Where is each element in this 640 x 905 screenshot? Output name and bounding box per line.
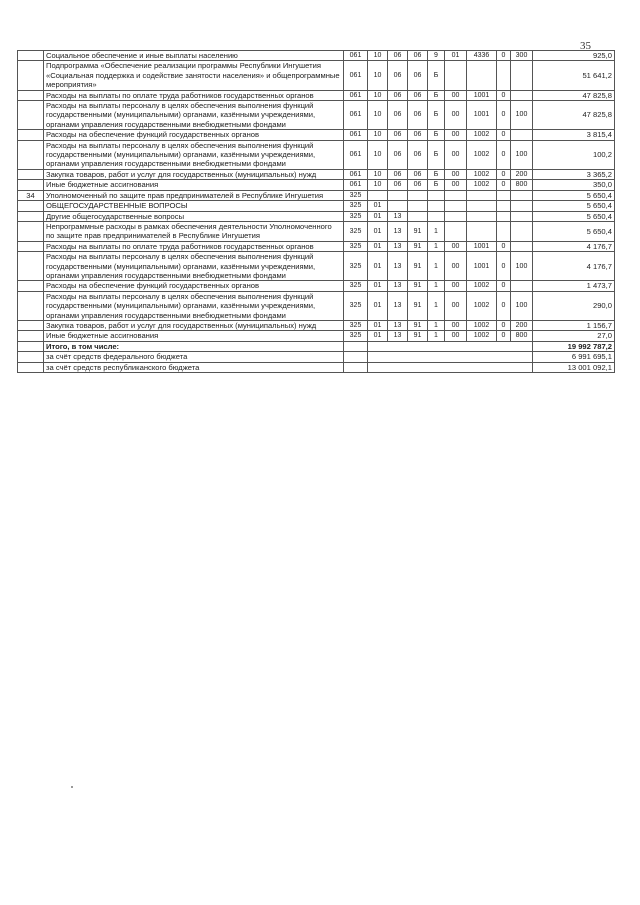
code-section: 01 — [368, 201, 388, 211]
code-program: 91 — [408, 221, 428, 241]
row-number — [18, 140, 44, 169]
code-grbs: 325 — [344, 201, 368, 211]
row-description: Расходы на обеспечение функций государственных органов — [44, 130, 344, 140]
code-grbs: 325 — [344, 241, 368, 251]
row-amount: 1 473,7 — [533, 281, 615, 291]
code-grbs: 061 — [344, 169, 368, 179]
row-description: Закупка товаров, работ и услуг для государственных (муниципальных) нужд — [44, 169, 344, 179]
code-subprogram: 1 — [428, 241, 445, 251]
table-row — [18, 130, 615, 140]
row-amount: 5 650,4 — [533, 211, 615, 221]
code-subsection: 13 — [388, 320, 408, 330]
code-grbs: 061 — [344, 61, 368, 90]
code-subsection — [388, 190, 408, 200]
code-subprogram: 1 — [428, 331, 445, 341]
code-event — [445, 221, 467, 241]
code-event — [445, 61, 467, 90]
code-subprogram: Б — [428, 101, 445, 130]
code-grbs: 325 — [344, 320, 368, 330]
row-number — [18, 201, 44, 211]
row-amount: 4 176,7 — [533, 241, 615, 251]
total-description: за счёт средств республиканского бюджета — [44, 362, 344, 372]
code-extra — [497, 221, 511, 241]
code-section: 01 — [368, 221, 388, 241]
total-row — [18, 341, 615, 351]
code-extra: 0 — [497, 130, 511, 140]
code-subprogram: 1 — [428, 291, 445, 320]
code-grbs: 325 — [344, 281, 368, 291]
row-number — [18, 61, 44, 90]
code-event — [445, 211, 467, 221]
total-amount: 6 991 695,1 — [533, 352, 615, 362]
code-extra: 0 — [497, 331, 511, 341]
row-description: Расходы на выплаты персоналу в целях обеспечения выполнения функций государственными (муниципальными) органами, казёнными учреждениями, органами управления государственными внебюджетными фондами — [44, 140, 344, 169]
code-direction: 1002 — [467, 331, 497, 341]
row-number: 34 — [18, 190, 44, 200]
code-program: 06 — [408, 51, 428, 61]
row-amount: 47 825,8 — [533, 90, 615, 100]
code-subsection: 13 — [388, 241, 408, 251]
total-grbs-cell — [344, 362, 368, 372]
code-direction: 1002 — [467, 130, 497, 140]
row-description: Расходы на обеспечение функций государственных органов — [44, 281, 344, 291]
code-subsection: 06 — [388, 169, 408, 179]
code-expense-type — [511, 241, 533, 251]
code-expense-type: 300 — [511, 51, 533, 61]
code-grbs: 325 — [344, 221, 368, 241]
row-description: Иные бюджетные ассигнования — [44, 180, 344, 190]
code-expense-type — [511, 130, 533, 140]
code-extra: 0 — [497, 140, 511, 169]
code-grbs: 325 — [344, 190, 368, 200]
code-subprogram: 9 — [428, 51, 445, 61]
total-grbs-cell — [344, 352, 368, 362]
code-event: 01 — [445, 51, 467, 61]
code-extra — [497, 61, 511, 90]
code-program: 06 — [408, 180, 428, 190]
code-direction — [467, 201, 497, 211]
code-expense-type: 200 — [511, 169, 533, 179]
code-grbs: 061 — [344, 130, 368, 140]
code-expense-type: 800 — [511, 331, 533, 341]
code-expense-type: 800 — [511, 180, 533, 190]
code-subprogram: Б — [428, 140, 445, 169]
code-event: 00 — [445, 320, 467, 330]
code-grbs: 325 — [344, 291, 368, 320]
code-section: 01 — [368, 291, 388, 320]
code-program — [408, 190, 428, 200]
row-number — [18, 252, 44, 281]
table-row — [18, 61, 615, 90]
total-number-cell — [18, 362, 44, 372]
row-amount: 5 650,4 — [533, 221, 615, 241]
code-subsection: 13 — [388, 331, 408, 341]
code-expense-type — [511, 221, 533, 241]
code-direction: 1002 — [467, 180, 497, 190]
table-row — [18, 291, 615, 320]
code-direction — [467, 190, 497, 200]
row-description: Расходы на выплаты персоналу в целях обеспечения выполнения функций государственными (муниципальными) органами, казёнными учреждениями, органами управления государственными внебюджетными фондами — [44, 291, 344, 320]
code-subsection: 06 — [388, 61, 408, 90]
row-amount: 925,0 — [533, 51, 615, 61]
code-extra — [497, 201, 511, 211]
code-section: 01 — [368, 211, 388, 221]
row-amount: 350,0 — [533, 180, 615, 190]
code-grbs: 325 — [344, 252, 368, 281]
code-program: 06 — [408, 101, 428, 130]
code-direction: 1001 — [467, 90, 497, 100]
code-program: 06 — [408, 140, 428, 169]
code-direction: 1002 — [467, 320, 497, 330]
code-grbs: 061 — [344, 101, 368, 130]
total-codes-cell — [368, 362, 533, 372]
scan-speck — [71, 786, 73, 788]
code-section: 01 — [368, 241, 388, 251]
code-event — [445, 190, 467, 200]
table-row — [18, 221, 615, 241]
code-direction: 1001 — [467, 252, 497, 281]
code-section: 10 — [368, 61, 388, 90]
code-subsection: 06 — [388, 180, 408, 190]
row-number — [18, 291, 44, 320]
code-section: 10 — [368, 169, 388, 179]
row-description: Подпрограмма «Обеспечение реализации программы Республики Ингушетия «Социальная поддержка и содействие занятости населения» и общепрограммные мероприятия» — [44, 61, 344, 90]
code-direction: 1001 — [467, 101, 497, 130]
total-amount: 13 001 092,1 — [533, 362, 615, 372]
total-grbs-cell — [344, 341, 368, 351]
row-number — [18, 331, 44, 341]
code-direction — [467, 211, 497, 221]
code-direction — [467, 221, 497, 241]
total-number-cell — [18, 352, 44, 362]
code-subprogram: Б — [428, 61, 445, 90]
table-row — [18, 241, 615, 251]
code-grbs: 061 — [344, 51, 368, 61]
page-number: 35 — [580, 40, 591, 52]
code-expense-type: 100 — [511, 101, 533, 130]
row-description: Расходы на выплаты по оплате труда работников государственных органов — [44, 241, 344, 251]
row-amount: 27,0 — [533, 331, 615, 341]
code-expense-type — [511, 90, 533, 100]
total-row — [18, 352, 615, 362]
total-description: за счёт средств федерального бюджета — [44, 352, 344, 362]
code-expense-type — [511, 190, 533, 200]
code-extra: 0 — [497, 101, 511, 130]
code-extra: 0 — [497, 180, 511, 190]
row-amount: 290,0 — [533, 291, 615, 320]
code-event: 00 — [445, 291, 467, 320]
code-program: 91 — [408, 252, 428, 281]
total-amount: 19 992 787,2 — [533, 341, 615, 351]
code-subsection: 13 — [388, 281, 408, 291]
row-number — [18, 51, 44, 61]
code-program: 06 — [408, 90, 428, 100]
code-subsection: 13 — [388, 221, 408, 241]
code-grbs: 325 — [344, 211, 368, 221]
row-description: Социальное обеспечение и иные выплаты населению — [44, 51, 344, 61]
code-extra: 0 — [497, 90, 511, 100]
code-section: 10 — [368, 130, 388, 140]
total-number-cell — [18, 341, 44, 351]
code-subsection: 13 — [388, 291, 408, 320]
code-program: 06 — [408, 130, 428, 140]
code-subsection: 06 — [388, 140, 408, 169]
code-event: 00 — [445, 169, 467, 179]
row-number — [18, 281, 44, 291]
code-direction: 1002 — [467, 281, 497, 291]
code-section: 01 — [368, 320, 388, 330]
code-subprogram: Б — [428, 130, 445, 140]
table-row — [18, 320, 615, 330]
code-program: 91 — [408, 281, 428, 291]
code-subprogram: Б — [428, 90, 445, 100]
code-subprogram: 1 — [428, 221, 445, 241]
row-number — [18, 169, 44, 179]
code-event: 00 — [445, 241, 467, 251]
code-subsection: 06 — [388, 101, 408, 130]
total-row — [18, 362, 615, 372]
code-program: 06 — [408, 169, 428, 179]
code-expense-type — [511, 281, 533, 291]
row-description: Расходы на выплаты персоналу в целях обеспечения выполнения функций государственными (муниципальными) органами, казёнными учреждениями, органами управления государственными внебюджетными фондами — [44, 252, 344, 281]
code-section — [368, 190, 388, 200]
code-expense-type: 100 — [511, 140, 533, 169]
total-codes-cell — [368, 341, 533, 351]
table-row — [18, 281, 615, 291]
code-extra: 0 — [497, 252, 511, 281]
row-number — [18, 101, 44, 130]
code-section: 01 — [368, 252, 388, 281]
table-row — [18, 331, 615, 341]
code-direction: 1002 — [467, 291, 497, 320]
code-subprogram — [428, 190, 445, 200]
row-description: Иные бюджетные ассигнования — [44, 331, 344, 341]
code-expense-type — [511, 211, 533, 221]
row-amount: 5 650,4 — [533, 201, 615, 211]
row-description: Расходы на выплаты по оплате труда работников государственных органов — [44, 90, 344, 100]
row-amount: 4 176,7 — [533, 252, 615, 281]
code-expense-type — [511, 61, 533, 90]
code-section: 10 — [368, 101, 388, 130]
code-section: 10 — [368, 180, 388, 190]
code-grbs: 061 — [344, 90, 368, 100]
code-event: 00 — [445, 252, 467, 281]
row-description: Непрограммные расходы в рамках обеспечения деятельности Уполномоченного по защите прав предпринимателей в Республике Ингушетия — [44, 221, 344, 241]
row-description: Закупка товаров, работ и услуг для государственных (муниципальных) нужд — [44, 320, 344, 330]
code-subprogram: 1 — [428, 320, 445, 330]
code-event: 00 — [445, 331, 467, 341]
row-number — [18, 211, 44, 221]
code-direction: 1001 — [467, 241, 497, 251]
code-event: 00 — [445, 180, 467, 190]
code-event: 00 — [445, 101, 467, 130]
row-description: Другие общегосударственные вопросы — [44, 211, 344, 221]
code-subprogram: Б — [428, 180, 445, 190]
table-row — [18, 211, 615, 221]
code-subprogram — [428, 211, 445, 221]
code-event: 00 — [445, 90, 467, 100]
row-number — [18, 320, 44, 330]
code-expense-type: 100 — [511, 291, 533, 320]
code-subsection: 13 — [388, 252, 408, 281]
table-row — [18, 190, 615, 200]
code-event: 00 — [445, 140, 467, 169]
code-program: 91 — [408, 291, 428, 320]
code-expense-type: 100 — [511, 252, 533, 281]
code-grbs: 325 — [344, 331, 368, 341]
code-extra: 0 — [497, 169, 511, 179]
code-subsection: 06 — [388, 51, 408, 61]
code-event — [445, 201, 467, 211]
table-row — [18, 101, 615, 130]
table-row — [18, 140, 615, 169]
code-expense-type — [511, 201, 533, 211]
table-row — [18, 180, 615, 190]
code-extra: 0 — [497, 281, 511, 291]
row-number — [18, 221, 44, 241]
code-subprogram — [428, 201, 445, 211]
code-subsection: 06 — [388, 90, 408, 100]
row-number — [18, 241, 44, 251]
code-event: 00 — [445, 281, 467, 291]
code-subsection — [388, 201, 408, 211]
row-number — [18, 130, 44, 140]
code-section: 01 — [368, 331, 388, 341]
code-direction: 4336 — [467, 51, 497, 61]
code-section: 10 — [368, 51, 388, 61]
code-program: 91 — [408, 331, 428, 341]
row-amount: 3 365,2 — [533, 169, 615, 179]
budget-table — [17, 50, 615, 373]
table-row — [18, 252, 615, 281]
code-event: 00 — [445, 130, 467, 140]
code-subprogram: Б — [428, 169, 445, 179]
code-subsection: 06 — [388, 130, 408, 140]
code-subprogram: 1 — [428, 252, 445, 281]
code-extra — [497, 190, 511, 200]
code-section: 10 — [368, 90, 388, 100]
row-description: Уполномоченный по защите прав предпринимателей в Республике Ингушетия — [44, 190, 344, 200]
code-direction: 1002 — [467, 169, 497, 179]
row-number — [18, 90, 44, 100]
table-body — [18, 51, 615, 373]
row-amount: 3 815,4 — [533, 130, 615, 140]
code-program: 06 — [408, 61, 428, 90]
row-description: ОБЩЕГОСУДАРСТВЕННЫЕ ВОПРОСЫ — [44, 201, 344, 211]
code-extra: 0 — [497, 320, 511, 330]
code-subprogram: 1 — [428, 281, 445, 291]
row-amount: 47 825,8 — [533, 101, 615, 130]
code-direction — [467, 61, 497, 90]
code-section: 10 — [368, 140, 388, 169]
row-amount: 100,2 — [533, 140, 615, 169]
code-program: 91 — [408, 241, 428, 251]
row-amount: 1 156,7 — [533, 320, 615, 330]
row-number — [18, 180, 44, 190]
code-program: 91 — [408, 320, 428, 330]
table-row — [18, 169, 615, 179]
table-row — [18, 201, 615, 211]
table-row — [18, 90, 615, 100]
code-grbs: 061 — [344, 180, 368, 190]
total-description: Итого, в том числе: — [44, 341, 344, 351]
code-program — [408, 201, 428, 211]
code-direction: 1002 — [467, 140, 497, 169]
table-row — [18, 51, 615, 61]
code-extra: 0 — [497, 241, 511, 251]
code-extra — [497, 211, 511, 221]
code-subsection: 13 — [388, 211, 408, 221]
code-program — [408, 211, 428, 221]
code-section: 01 — [368, 281, 388, 291]
row-amount: 51 641,2 — [533, 61, 615, 90]
row-amount: 5 650,4 — [533, 190, 615, 200]
code-grbs: 061 — [344, 140, 368, 169]
code-extra: 0 — [497, 51, 511, 61]
row-description: Расходы на выплаты персоналу в целях обеспечения выполнения функций государственными (муниципальными) органами, казёнными учреждениями, органами управления государственными внебюджетными фондами — [44, 101, 344, 130]
code-extra: 0 — [497, 291, 511, 320]
code-expense-type: 200 — [511, 320, 533, 330]
total-codes-cell — [368, 352, 533, 362]
